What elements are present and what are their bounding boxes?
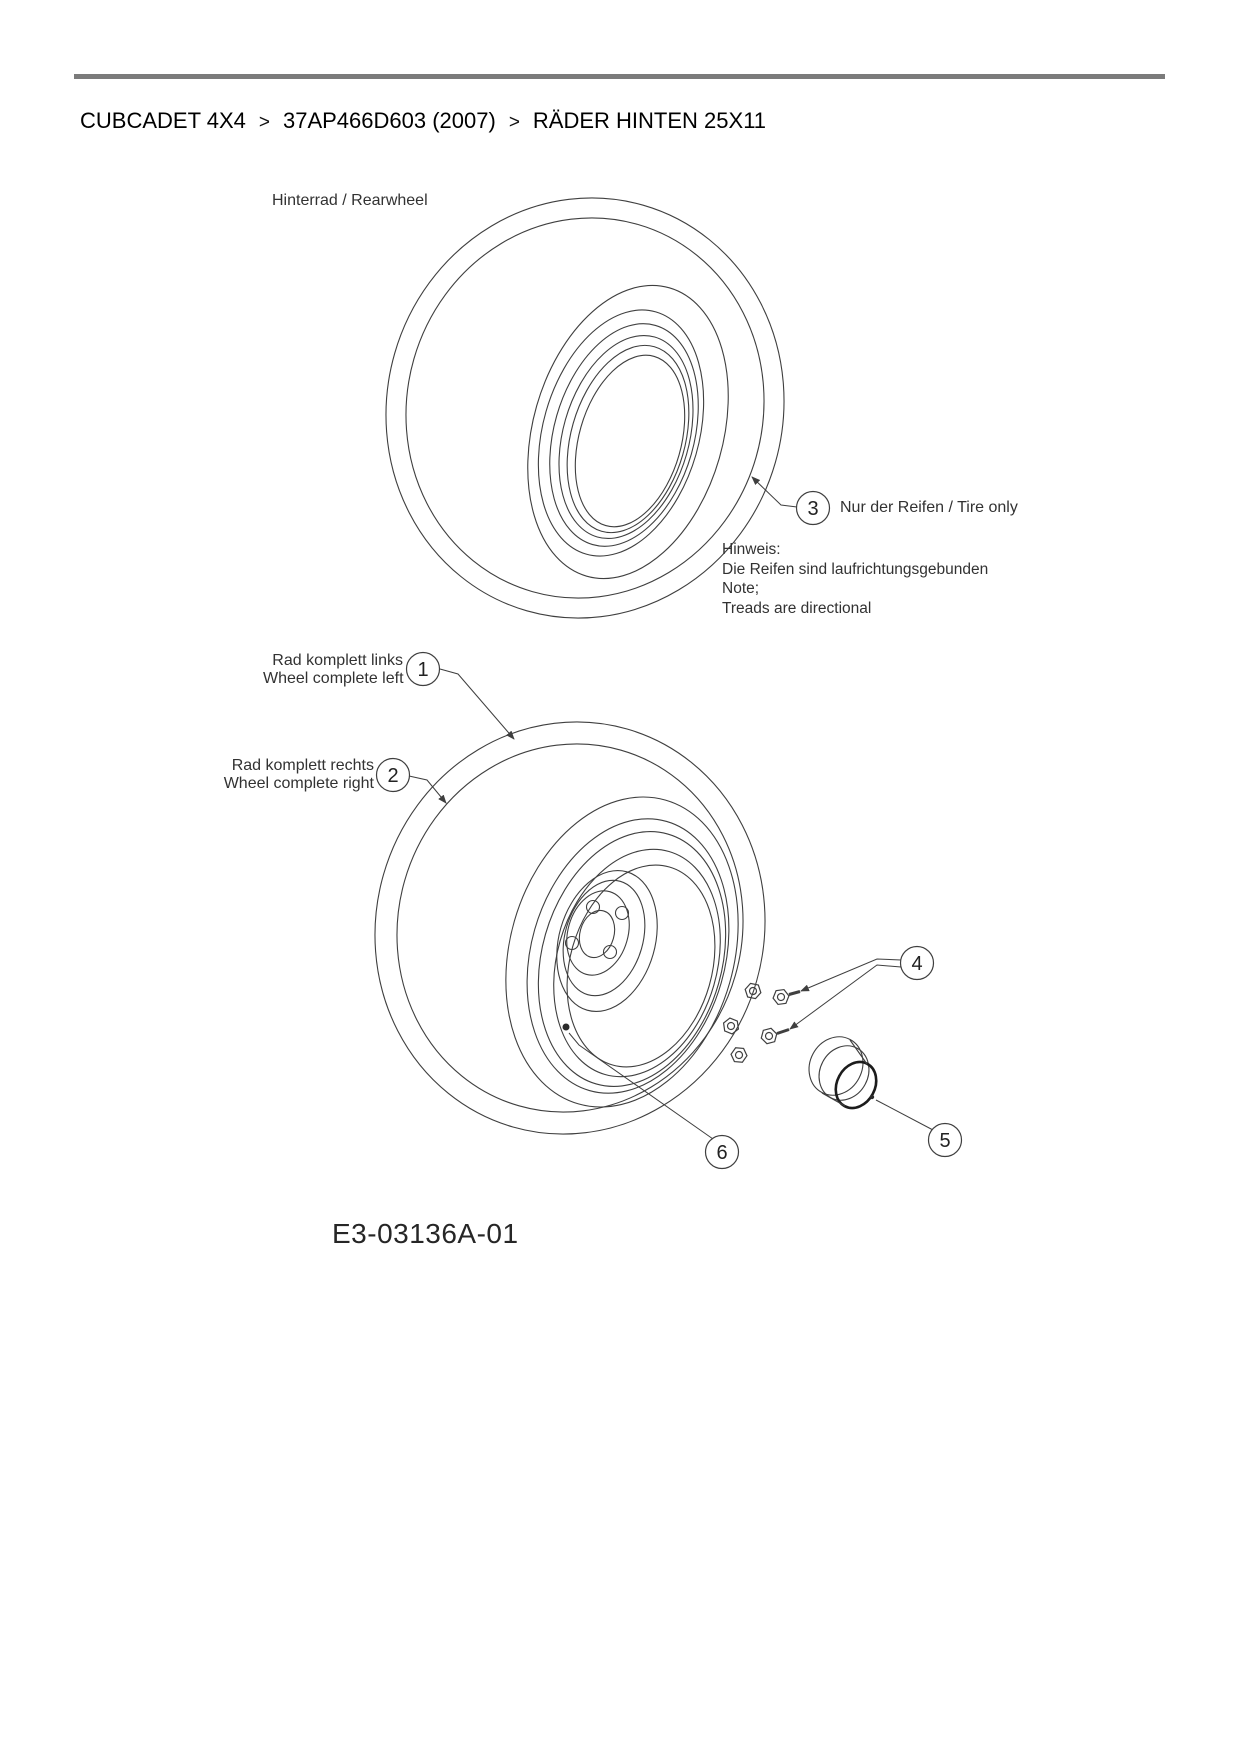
note-line-hinweis: Hinweis: bbox=[722, 541, 781, 558]
callout-1-label-en: Wheel complete left bbox=[263, 669, 404, 687]
svg-text:5: 5 bbox=[939, 1130, 951, 1152]
callout-2-label-en: Wheel complete right bbox=[223, 774, 374, 792]
svg-text:3: 3 bbox=[807, 498, 819, 520]
callout-circle-6 bbox=[706, 1136, 739, 1169]
callout-circle-5 bbox=[929, 1124, 962, 1157]
svg-text:2: 2 bbox=[387, 765, 399, 787]
svg-text:6: 6 bbox=[716, 1142, 728, 1164]
callout-circle-4 bbox=[901, 947, 934, 980]
lug-screws-drawing bbox=[721, 983, 800, 1063]
note-line-en: Treads are directional bbox=[722, 599, 872, 617]
callout-circle-3 bbox=[797, 492, 830, 525]
valve-stem bbox=[563, 1024, 570, 1031]
callout-3-label: Nur der Reifen / Tire only bbox=[840, 499, 1018, 516]
complete-wheel-drawing bbox=[326, 676, 813, 1181]
diagram-part-number: E3-03136A-01 bbox=[332, 1218, 519, 1249]
svg-text:4: 4 bbox=[911, 953, 923, 975]
breadcrumb-item-model[interactable]: CUBCADET 4X4 bbox=[80, 108, 246, 133]
note-line-de: Die Reifen sind laufrichtungsgebunden bbox=[722, 560, 989, 578]
breadcrumb-item-serial[interactable]: 37AP466D603 (2007) bbox=[282, 108, 496, 133]
svg-text:1: 1 bbox=[417, 659, 429, 681]
callout-2-label-de: Rad komplett rechts bbox=[231, 757, 374, 774]
breadcrumb-item-assembly[interactable]: RÄDER HINTEN 25X11 bbox=[532, 108, 767, 133]
breadcrumb-separator: > bbox=[508, 112, 520, 133]
callout-2-label bbox=[214, 757, 374, 792]
note-line-note: Note; bbox=[722, 580, 760, 597]
callout-1-label bbox=[263, 652, 403, 687]
breadcrumb-separator: > bbox=[258, 112, 270, 133]
hub-cap-drawing bbox=[799, 1027, 884, 1115]
tire-direction-note bbox=[722, 540, 988, 618]
section-label: Hinterrad / Rearwheel bbox=[272, 192, 428, 209]
callout-1-label-de: Rad komplett links bbox=[272, 652, 403, 669]
callout-circle-2 bbox=[377, 759, 410, 792]
callout-circle-1 bbox=[407, 653, 440, 686]
